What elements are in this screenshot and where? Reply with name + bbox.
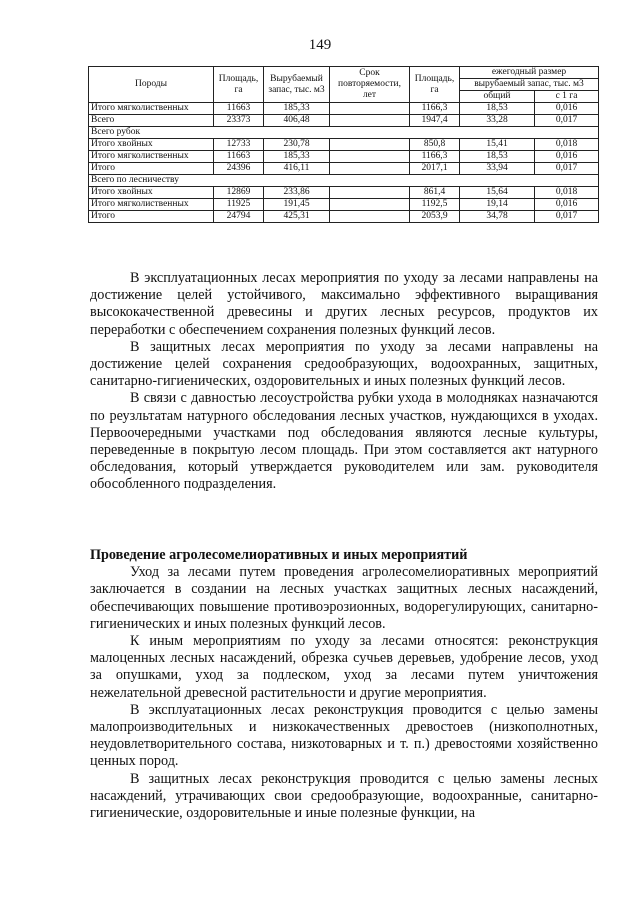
cell-term <box>330 115 410 127</box>
cell-total: 18,53 <box>460 151 535 163</box>
row-label: Итого хвойных <box>89 187 214 199</box>
cell-per-ha: 0,016 <box>535 103 599 115</box>
row-label: Итого мягколиственных <box>89 151 214 163</box>
cell-stock: 425,31 <box>264 211 330 223</box>
header-breed: Породы <box>89 67 214 103</box>
cell-total: 19,14 <box>460 199 535 211</box>
paragraph-2: В защитных лесах мероприятия по уходу за лесами направлены на достижение целей сохранения средообразующих, водоохранных, защитных, санитарно-гигиенических, оздоровительных и иных полезных функций лесов. <box>90 338 598 390</box>
cell-term <box>330 187 410 199</box>
paragraph-3: В связи с давностью лесоустройства рубки ухода в молодняках назначаются по реузльтатам натурного обследования лесных участков, нуждающихся в уходах. Первоочередными участками под обследования являются лесные культуры, переведенные в покрытую лесом площадь. При этом составляется акт натурного обследования, который утверждается руководителем или зам. руководителя обособленного подразделения. <box>90 390 598 493</box>
cell-total: 33,28 <box>460 115 535 127</box>
cell-per-ha: 0,016 <box>535 199 599 211</box>
table-row <box>89 199 599 211</box>
paragraph-4: Уход за лесами путем проведения агролесомелиоративных мероприятий заключается в создании на лесных участках защитных лесных насаждений, обеспечивающих повышение противоэрозионных, водорегулирующих, санитарно-гигиенических и иных полезных функций лесов. <box>90 564 598 632</box>
table-body <box>89 103 599 223</box>
header-area: Площадь, га <box>214 67 264 103</box>
header-per-ha: с 1 га <box>535 91 599 103</box>
paragraph-1: В эксплуатационных лесах мероприятия по уходу за лесами направлены на достижение целей устойчивого, максимально эффективного выращивания высококачественной древесины и других лесных ресурсов, продуктов их переработки с обеспечением сохранения полезных функций лесов. <box>90 270 598 338</box>
cell-total: 15,64 <box>460 187 535 199</box>
header-annual: ежегодный размер <box>460 67 599 79</box>
table-row <box>89 115 599 127</box>
cell-per-ha: 0,016 <box>535 151 599 163</box>
cell-term <box>330 211 410 223</box>
row-label: Итого <box>89 211 214 223</box>
paragraph-6: В эксплуатационных лесах реконструкция проводится с целью замены малопроизводительных и низкокачественных древостоев (низкополнотных, неудовлетворительного состава, низкотоварных и т. п.) древостоями хозяйственно ценных пород. <box>90 701 598 770</box>
section-label: Всего по лесничеству <box>89 175 599 187</box>
cell-area-annual: 1166,3 <box>410 103 460 115</box>
cell-stock: 233,86 <box>264 187 330 199</box>
header-area-annual: Площадь, га <box>410 67 460 103</box>
cell-area: 12869 <box>214 187 264 199</box>
cell-stock: 185,33 <box>264 103 330 115</box>
cell-area-annual: 1947,4 <box>410 115 460 127</box>
paragraph-5: К иным мероприятиям по уходу за лесами относятся: реконструкция малоценных лесных насаждений, обрезка сучьев деревьев, удобрение лесов, уход за опушками, уход за подлеском, уход за лесами путем уничтожения нежелательной древесной растительности и другие мероприятия. <box>90 633 598 701</box>
table-row <box>89 211 599 223</box>
body-text-section <box>90 547 598 822</box>
cell-area-annual: 1166,3 <box>410 151 460 163</box>
cell-stock: 191,45 <box>264 199 330 211</box>
cell-area: 12733 <box>214 139 264 151</box>
cell-term <box>330 139 410 151</box>
cell-per-ha: 0,017 <box>535 115 599 127</box>
cell-total: 33,94 <box>460 163 535 175</box>
cell-area: 24794 <box>214 211 264 223</box>
header-total: общий <box>460 91 535 103</box>
row-label: Итого хвойных <box>89 139 214 151</box>
cell-stock: 416,11 <box>264 163 330 175</box>
cell-term <box>330 199 410 211</box>
body-text <box>90 270 598 494</box>
cell-per-ha: 0,017 <box>535 211 599 223</box>
cell-area: 23373 <box>214 115 264 127</box>
cell-term <box>330 151 410 163</box>
cell-stock: 185,33 <box>264 151 330 163</box>
page-number: 149 <box>308 37 332 53</box>
cell-area: 11925 <box>214 199 264 211</box>
header-felled-stock-annual: вырубаемый запас, тыс. м3 <box>460 79 599 91</box>
section-heading: Проведение агролесомелиоративных и иных мероприятий <box>90 547 468 563</box>
cell-term <box>330 163 410 175</box>
table-row <box>89 151 599 163</box>
row-label: Всего <box>89 115 214 127</box>
cell-area-annual: 1192,5 <box>410 199 460 211</box>
cell-area-annual: 2017,1 <box>410 163 460 175</box>
cell-per-ha: 0,017 <box>535 163 599 175</box>
cell-area: 24396 <box>214 163 264 175</box>
table-row <box>89 163 599 175</box>
cell-stock: 406,48 <box>264 115 330 127</box>
cell-per-ha: 0,018 <box>535 187 599 199</box>
row-label: Итого <box>89 163 214 175</box>
header-felled-stock: Вырубаемый запас, тыс. м3 <box>264 67 330 103</box>
felling-table <box>88 66 599 223</box>
row-label: Итого мягколиственных <box>89 103 214 115</box>
table-row <box>89 103 599 115</box>
table-section-row <box>89 127 599 139</box>
cell-total: 15,41 <box>460 139 535 151</box>
cell-area: 11663 <box>214 151 264 163</box>
section-label: Всего рубок <box>89 127 599 139</box>
cell-area-annual: 861,4 <box>410 187 460 199</box>
cell-total: 34,78 <box>460 211 535 223</box>
cell-stock: 230,78 <box>264 139 330 151</box>
cell-area-annual: 2053,9 <box>410 211 460 223</box>
cell-area: 11663 <box>214 103 264 115</box>
table-row <box>89 139 599 151</box>
cell-area-annual: 850,8 <box>410 139 460 151</box>
table-row <box>89 187 599 199</box>
row-label: Итого мягколиственных <box>89 199 214 211</box>
paragraph-7: В защитных лесах реконструкция проводится с целью замены лесных насаждений, утрачивающих свои средообразующие, водоохранные, санитарно-гигиенические, оздоровительные и иные полезные функции, на <box>90 770 598 822</box>
header-term: Срок повторяемости, лет <box>330 67 410 103</box>
cell-term <box>330 103 410 115</box>
cell-total: 18,53 <box>460 103 535 115</box>
cell-per-ha: 0,018 <box>535 139 599 151</box>
table-section-row <box>89 175 599 187</box>
